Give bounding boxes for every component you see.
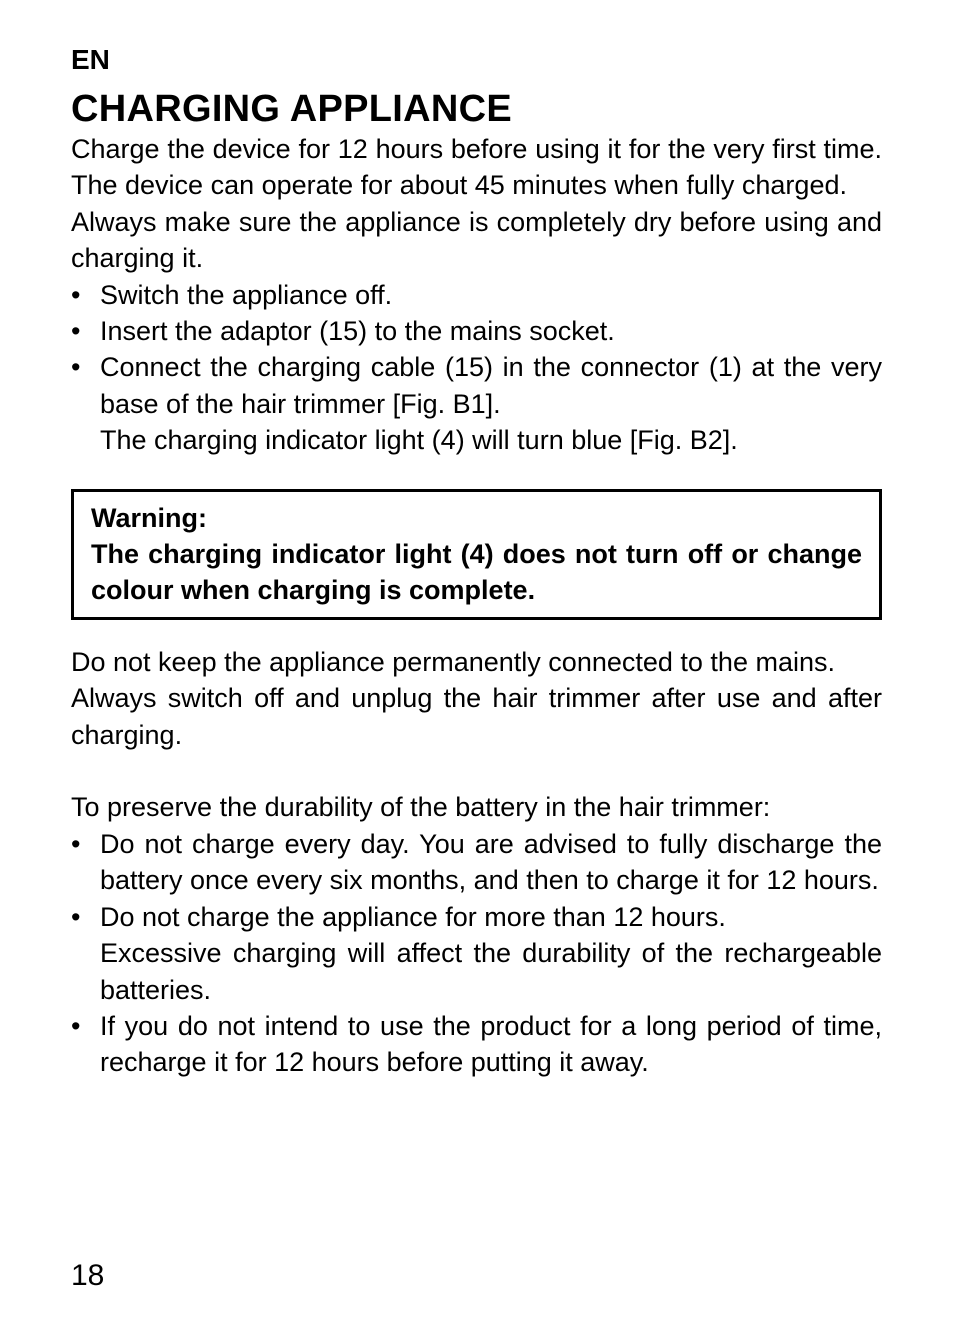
bullet-icon: • [71,279,81,310]
bullet-icon: • [71,316,81,347]
bullet-icon: • [71,1010,81,1041]
list-item-text: Insert the adaptor (15) to the mains socket. [100,316,615,347]
language-code: EN [71,44,110,75]
list-item [71,899,882,1008]
spacer [71,753,882,789]
list-item-text: Connect the charging cable (15) in the connector (1) at the very base of the hair trimmer [Fig. B1]. [100,352,882,419]
mains-paragraph: Do not keep the appliance permanently connected to the mains. [71,646,835,677]
battery-tips-list [71,826,882,1081]
charging-steps-list [71,277,882,459]
page-title: CHARGING APPLIANCE [71,88,513,130]
intro-paragraph: Charge the device for 12 hours before using it for the very first time. The device can operate for about 45 minutes when fully charged. [71,134,882,201]
list-item [71,349,882,458]
list-item-text: Do not charge the appliance for more than 12 hours. [100,901,726,932]
list-item-text: Switch the appliance off. [100,279,393,310]
content-flow [71,131,882,1081]
bullet-icon: • [71,901,81,932]
list-item [71,277,882,313]
durability-paragraph: To preserve the durability of the battery in the hair trimmer: [71,792,771,823]
bullet-icon: • [71,352,81,383]
unplug-paragraph: Always switch off and unplug the hair trimmer after use and after charging. [71,683,882,750]
page-number: 18 [71,1259,105,1292]
list-item [71,313,882,349]
warning-text: The charging indicator light (4) does not turn off or change colour when charging is complete. [91,539,862,606]
list-item [71,1008,882,1081]
list-item-note: The charging indicator light (4) will turn blue [Fig. B2]. [100,425,738,456]
list-item-note: Excessive charging will affect the durability of the rechargeable batteries. [100,938,882,1005]
dry-paragraph: Always make sure the appliance is completely dry before using and charging it. [71,206,882,274]
bullet-icon: • [71,828,81,859]
list-item-text: If you do not intend to use the product for a long period of time, recharge it for 12 hours before putting it away. [100,1010,882,1078]
warning-box [71,489,882,620]
warning-heading: Warning: [91,502,207,533]
spacer [71,620,882,644]
list-item-text: Do not charge every day. You are advised to fully discharge the battery once every six months, and then to charge it for 12 hours. [100,828,882,896]
list-item [71,826,882,899]
